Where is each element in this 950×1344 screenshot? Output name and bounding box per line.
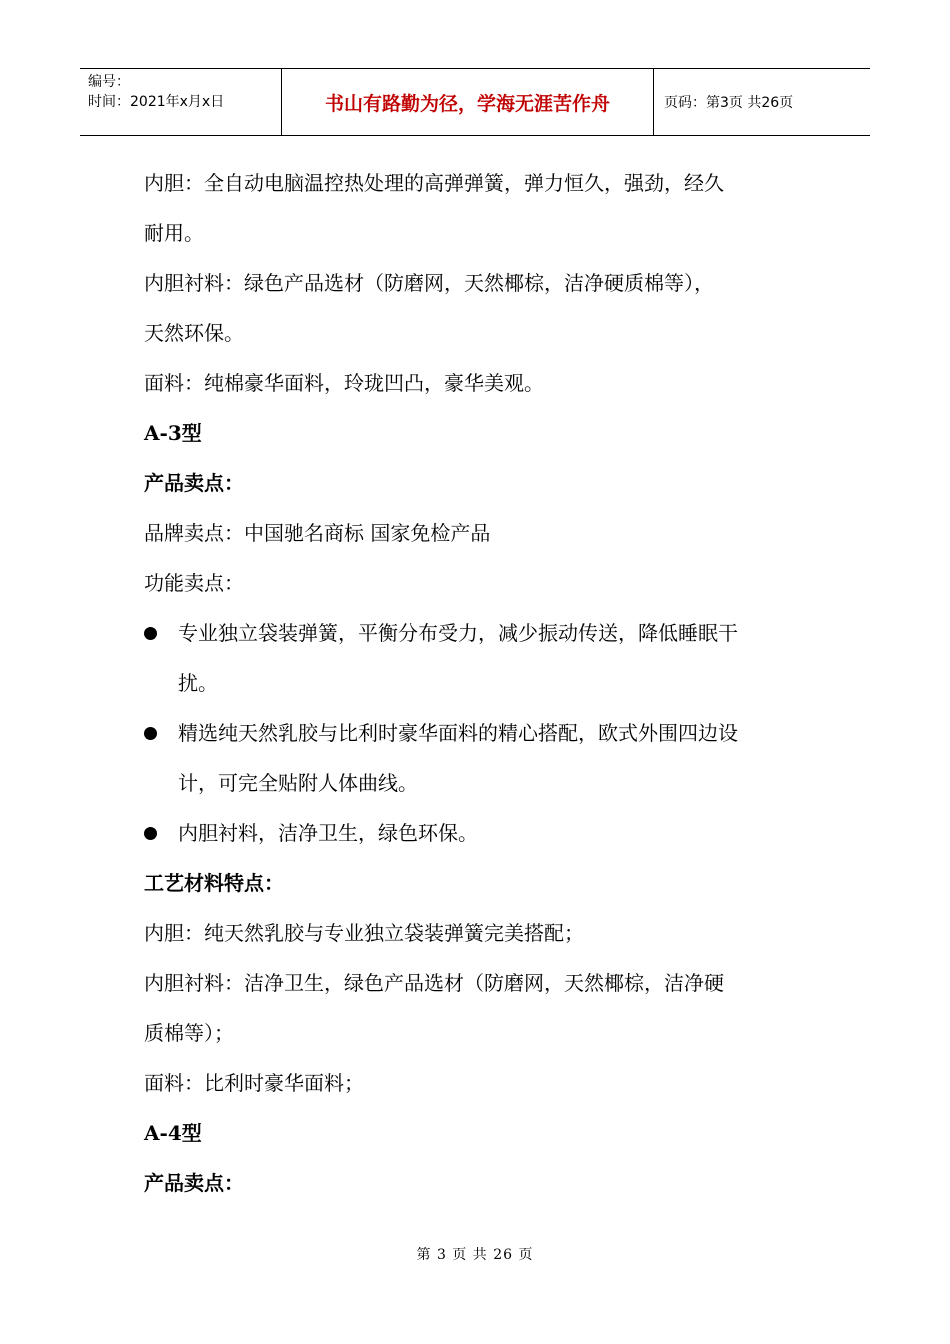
- document-body: [144, 158, 808, 1208]
- bullet-dot-icon: [144, 627, 157, 640]
- bullet-dot-icon: [144, 827, 157, 840]
- bullet-item: [144, 608, 808, 708]
- page-footer: 第 3 页 共 26 页: [416, 1247, 534, 1263]
- page-header: [80, 68, 870, 136]
- bullet-item: [144, 808, 808, 858]
- number-label: 编号：: [88, 74, 130, 90]
- section-heading-a4: A-4型: [144, 1121, 202, 1145]
- bullet-dot-icon: [144, 727, 157, 740]
- bullet-item: [144, 708, 808, 808]
- paragraph-line: 质棉等）；: [144, 1021, 234, 1045]
- header-meta: [80, 69, 282, 135]
- bullet-line: 内胆衬料，洁净卫生，绿色环保。: [178, 821, 478, 845]
- paragraph-line: 耐用。: [144, 221, 204, 245]
- bullet-line: 专业独立袋装弹簧，平衡分布受力，减少振动传送，降低睡眠干: [178, 621, 738, 645]
- bullet-line: 计，可完全贴附人体曲线。: [178, 771, 418, 795]
- paragraph-line: 内胆衬料：绿色产品选材（防磨网，天然椰棕，洁净硬质棉等），: [144, 271, 714, 295]
- time-label: 时间：2021年x月x日: [88, 94, 225, 110]
- paragraph-line: 面料：比利时豪华面料；: [144, 1071, 364, 1095]
- section-heading-a3: A-3型: [144, 421, 202, 445]
- function-selling-label: 功能卖点：: [144, 571, 244, 595]
- selling-points-heading: 产品卖点：: [144, 471, 244, 495]
- header-motto: 书山有路勤为径，学海无涯苦作舟: [282, 69, 654, 135]
- paragraph-line: 内胆：全自动电脑温控热处理的高弹弹簧，弹力恒久，强劲，经久: [144, 171, 724, 195]
- paragraph-line: 天然环保。: [144, 321, 244, 345]
- paragraph-line: 内胆：纯天然乳胶与专业独立袋装弹簧完美搭配；: [144, 921, 584, 945]
- bullet-line: 精选纯天然乳胶与比利时豪华面料的精心搭配，欧式外围四边设: [178, 721, 738, 745]
- craft-materials-heading: 工艺材料特点：: [144, 871, 284, 895]
- paragraph-line: 内胆衬料：洁净卫生，绿色产品选材（防磨网，天然椰棕，洁净硬: [144, 971, 724, 995]
- header-page-info: 页码：第3页 共26页: [664, 95, 794, 111]
- selling-points-heading: 产品卖点：: [144, 1171, 244, 1195]
- bullet-line: 扰。: [178, 671, 218, 695]
- paragraph-line: 面料：纯棉豪华面料，玲珑凹凸，豪华美观。: [144, 371, 544, 395]
- brand-selling-point: 品牌卖点：中国驰名商标 国家免检产品: [144, 521, 491, 545]
